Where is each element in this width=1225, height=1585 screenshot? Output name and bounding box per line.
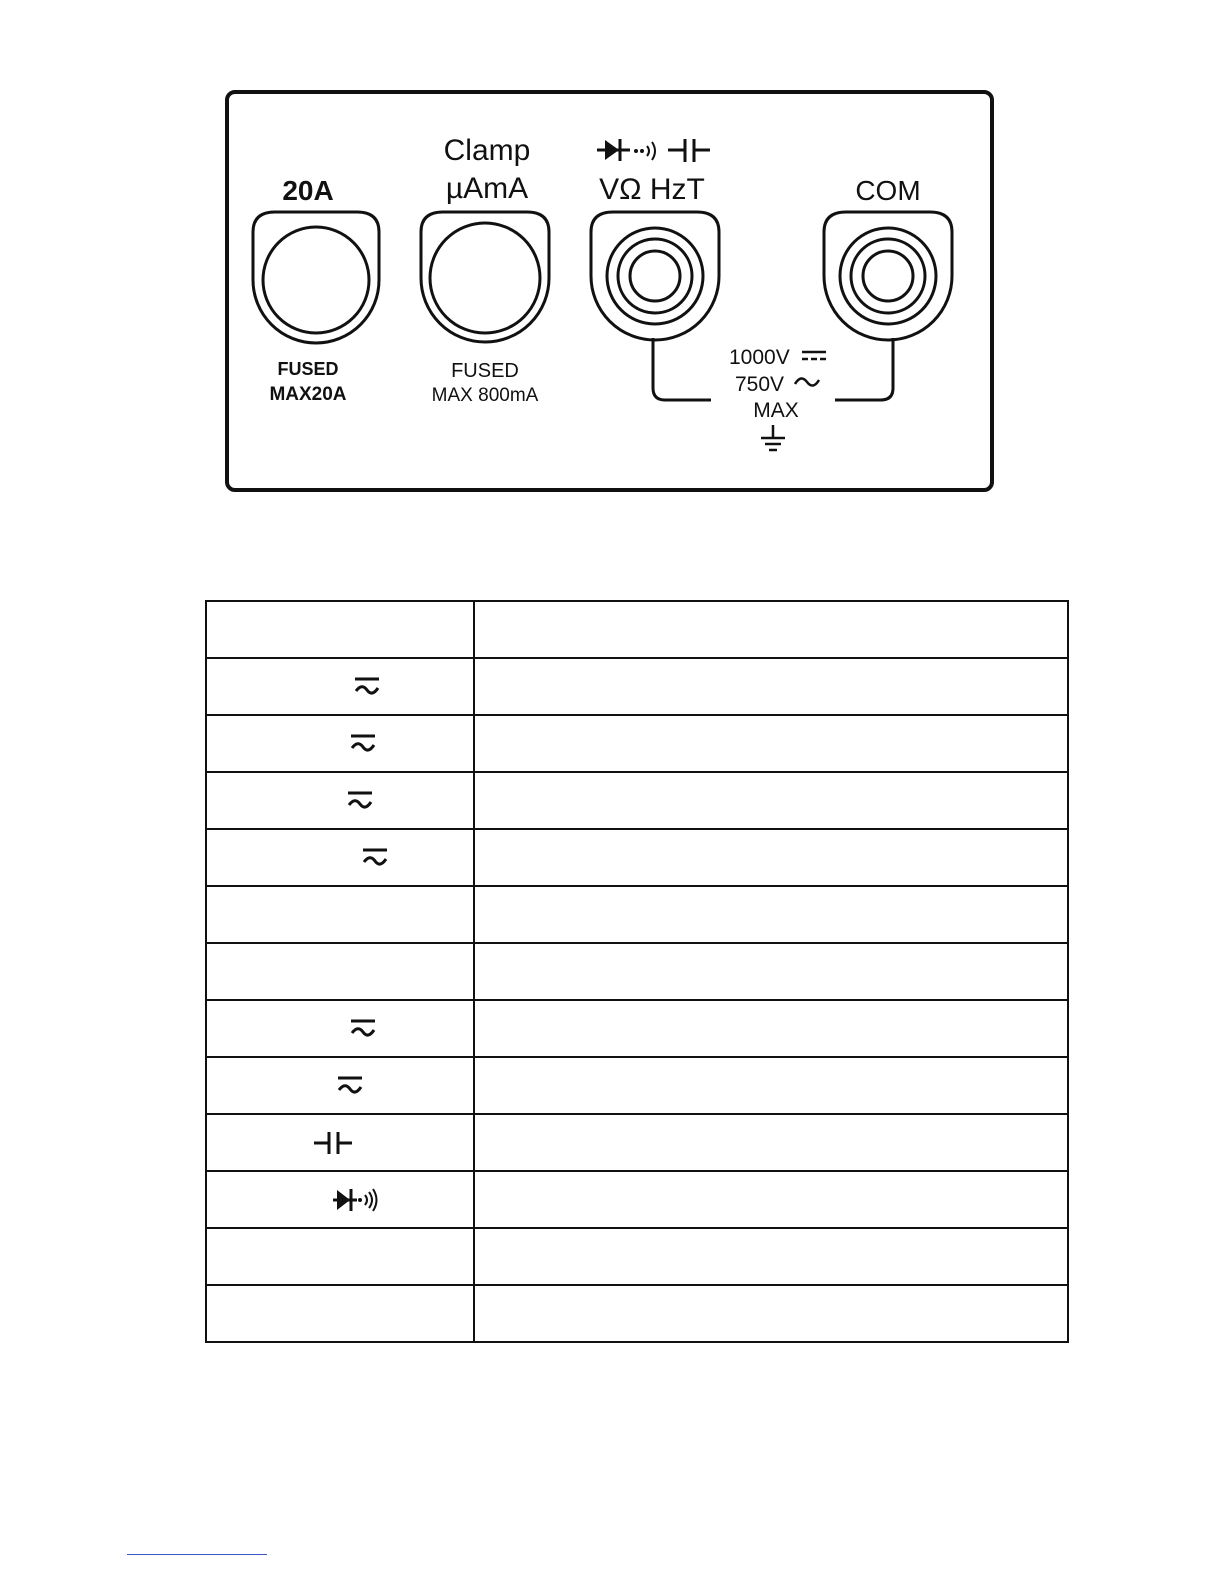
jack-v-ohm-title: VΩ HzT [599, 173, 705, 206]
table-cell-symbol [206, 772, 474, 829]
table-cell-symbol [206, 943, 474, 1000]
footer-link-underline[interactable] [127, 1554, 267, 1555]
ac-dc-icon [348, 1016, 378, 1042]
jack-ua-ma-title-2: µAmA [445, 172, 529, 205]
capacitor-icon [312, 1130, 352, 1156]
table-row [206, 772, 1068, 829]
jack-com [824, 175, 952, 340]
bracket-left-line [653, 338, 711, 400]
jack-ua-ma [421, 134, 549, 406]
diode-icon [597, 139, 630, 161]
jack-com-outline [824, 212, 952, 340]
table-cell-symbol [206, 658, 474, 715]
table-cell-description [474, 943, 1068, 1000]
ac-dc-icon [352, 674, 382, 700]
rating-line-3: MAX [753, 399, 799, 422]
table-row [206, 1114, 1068, 1171]
table-row [206, 886, 1068, 943]
table-cell-description [474, 1228, 1068, 1285]
jack-20a-title: 20A [282, 175, 334, 206]
ac-voltage-icon [795, 378, 819, 385]
table-row [206, 1285, 1068, 1342]
jack-v-ohm-outline [591, 212, 719, 340]
jack-ua-ma-socket [430, 223, 540, 333]
continuity-icon [634, 142, 655, 160]
table-cell-description [474, 1057, 1068, 1114]
table-cell-symbol [206, 601, 474, 658]
table-cell-description [474, 1171, 1068, 1228]
table-row [206, 658, 1068, 715]
jack-com-socket-outer [840, 228, 936, 324]
table-cell-description [474, 772, 1068, 829]
table-cell-description [474, 886, 1068, 943]
table-row [206, 715, 1068, 772]
terminal-panel-diagram [0, 0, 1225, 540]
table-row [206, 1228, 1068, 1285]
table-cell-description [474, 829, 1068, 886]
table-row [206, 1171, 1068, 1228]
jack-20a-note-2: MAX20A [269, 384, 347, 405]
table-cell-symbol [206, 886, 474, 943]
table-row [206, 829, 1068, 886]
jack-v-ohm-socket-inner [630, 251, 680, 301]
table-row [206, 601, 1068, 658]
table-cell-symbol [206, 1171, 474, 1228]
capacitor-icon [668, 139, 710, 162]
table-cell-description [474, 1114, 1068, 1171]
jack-ua-ma-note-2: MAX 800mA [431, 385, 539, 406]
rating-line-2: 750V [735, 373, 785, 396]
jack-v-ohm [591, 139, 719, 340]
table-cell-symbol [206, 829, 474, 886]
jack-20a-socket [263, 227, 369, 333]
table-cell-symbol [206, 1228, 474, 1285]
jack-20a-note-1: FUSED [277, 359, 339, 379]
table-row [206, 943, 1068, 1000]
ac-dc-icon [335, 1073, 365, 1099]
table-row [206, 1000, 1068, 1057]
jack-ua-ma-outline [421, 212, 549, 342]
rating-line-1: 1000V [729, 346, 790, 369]
diode-continuity-icon [333, 1187, 379, 1213]
table-cell-description [474, 715, 1068, 772]
ac-dc-icon [345, 788, 375, 814]
table-cell-description [474, 658, 1068, 715]
ground-icon [761, 425, 785, 450]
table-cell-description [474, 601, 1068, 658]
table-cell-symbol [206, 715, 474, 772]
table-cell-description [474, 1000, 1068, 1057]
ac-dc-icon [360, 845, 390, 871]
jack-20a [253, 175, 379, 405]
bracket-right-line [835, 338, 893, 400]
table-cell-description [474, 1285, 1068, 1342]
dc-voltage-icon [802, 352, 826, 359]
max-rating [729, 346, 826, 450]
table-cell-symbol [206, 1000, 474, 1057]
jack-20a-outline [253, 212, 379, 343]
table-cell-symbol [206, 1114, 474, 1171]
table-cell-symbol [206, 1057, 474, 1114]
jack-com-socket-inner [863, 251, 913, 301]
ac-dc-icon [348, 731, 378, 757]
jack-com-title: COM [855, 175, 921, 206]
jack-v-ohm-socket-outer [607, 228, 703, 324]
table-cell-symbol [206, 1285, 474, 1342]
jack-ua-ma-title-1: Clamp [443, 134, 531, 167]
function-table [205, 600, 1069, 1343]
jack-ua-ma-note-1: FUSED [451, 360, 519, 382]
table-row [206, 1057, 1068, 1114]
